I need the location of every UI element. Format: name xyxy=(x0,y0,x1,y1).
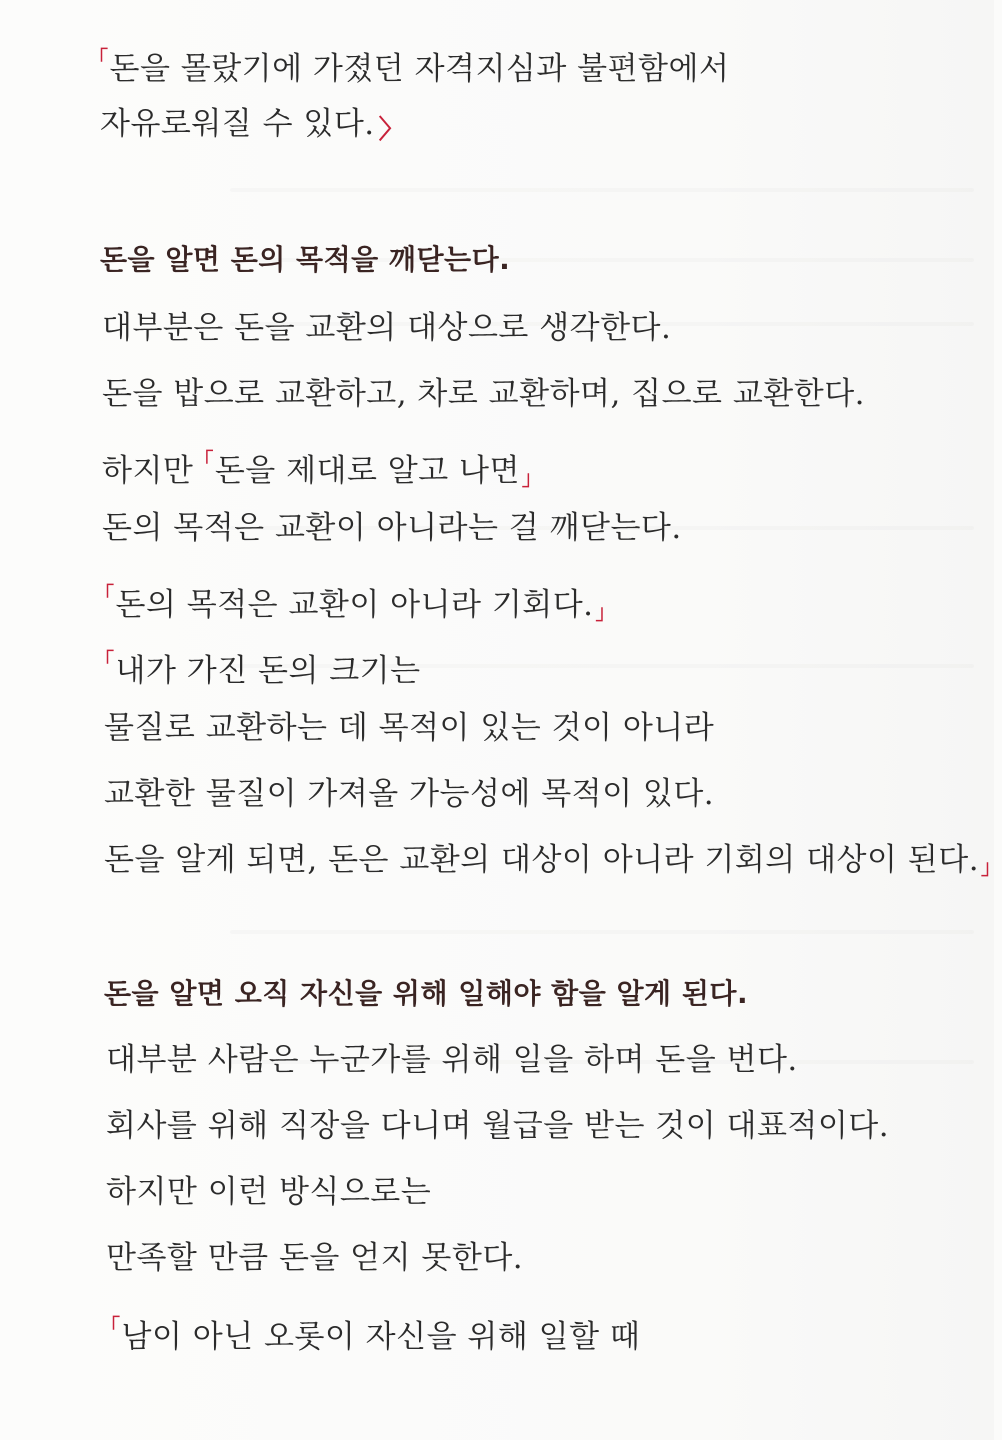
section-heading xyxy=(100,240,510,280)
body-line xyxy=(106,1040,798,1080)
body-text: 자유로워질 수 있다. xyxy=(100,106,375,142)
quote-open-mark: 「 xyxy=(94,648,115,672)
body-line xyxy=(102,508,682,548)
body-text: 대부분 사람은 누군가를 위해 일을 하며 돈을 번다. xyxy=(106,1042,798,1078)
body-text: 교환한 물질이 가져올 가능성에 목적이 있다. xyxy=(104,776,715,812)
body-line xyxy=(104,774,714,814)
quote-close-mark: 〉 xyxy=(378,115,406,145)
body-text: 남이 아닌 오롯이 자신을 위해 일할 때 xyxy=(121,1319,641,1355)
quote-close-mark: 」 xyxy=(981,855,1002,879)
body-text: 대부분은 돈을 교환의 대상으로 생각한다. xyxy=(102,310,672,346)
quote-open-mark: 「 xyxy=(94,582,115,606)
body-line xyxy=(104,840,1002,887)
body-line xyxy=(106,1238,523,1278)
body-line xyxy=(102,440,542,498)
body-line xyxy=(100,1306,640,1357)
quote-open-mark: 「 xyxy=(100,1314,121,1338)
body-line xyxy=(94,574,616,632)
body-text: 돈을 알게 되면, 돈은 교환의 대상이 아니라 기회의 대상이 된다. xyxy=(104,842,980,878)
body-line xyxy=(102,374,865,414)
quote-close-mark: 」 xyxy=(595,600,617,624)
body-text: 물질로 교환하는 데 목적이 있는 것이 아니라 xyxy=(104,710,715,746)
section-heading xyxy=(104,974,748,1014)
bleed-through-line xyxy=(230,930,974,934)
quote-open-mark: 「 xyxy=(193,448,214,472)
body-text: 돈을 제대로 알고 나면 xyxy=(214,453,520,489)
body-line xyxy=(94,640,421,691)
body-line xyxy=(100,104,405,150)
body-text: 만족할 만큼 돈을 얻지 못한다. xyxy=(106,1240,524,1276)
body-line xyxy=(88,38,729,89)
quote-close-mark: 」 xyxy=(521,466,543,490)
body-line xyxy=(106,1106,889,1146)
body-text: 돈을 몰랐기에 가졌던 자격지심과 불편함에서 xyxy=(109,51,730,87)
body-text: 하지만 이런 방식으로는 xyxy=(106,1174,432,1210)
body-text: 돈의 목적은 교환이 아니라는 걸 깨닫는다. xyxy=(102,510,682,546)
body-text: 돈의 목적은 교환이 아니라 기회다. xyxy=(115,587,594,623)
body-text: 내가 가진 돈의 크기는 xyxy=(115,653,421,689)
heading-text: 돈을 알면 돈의 목적을 깨닫는다. xyxy=(100,243,511,276)
body-line xyxy=(106,1172,431,1212)
body-text: 하지만 xyxy=(102,453,194,489)
quote-open-mark: 「 xyxy=(88,46,109,70)
bleed-through-line xyxy=(230,188,974,192)
body-text: 돈을 밥으로 교환하고, 차로 교환하며, 집으로 교환한다. xyxy=(102,376,865,412)
body-line xyxy=(102,308,671,348)
body-line xyxy=(104,708,714,748)
heading-text: 돈을 알면 오직 자신을 위해 일해야 함을 알게 된다. xyxy=(104,977,749,1010)
body-text: 회사를 위해 직장을 다니며 월급을 받는 것이 대표적이다. xyxy=(106,1108,890,1144)
